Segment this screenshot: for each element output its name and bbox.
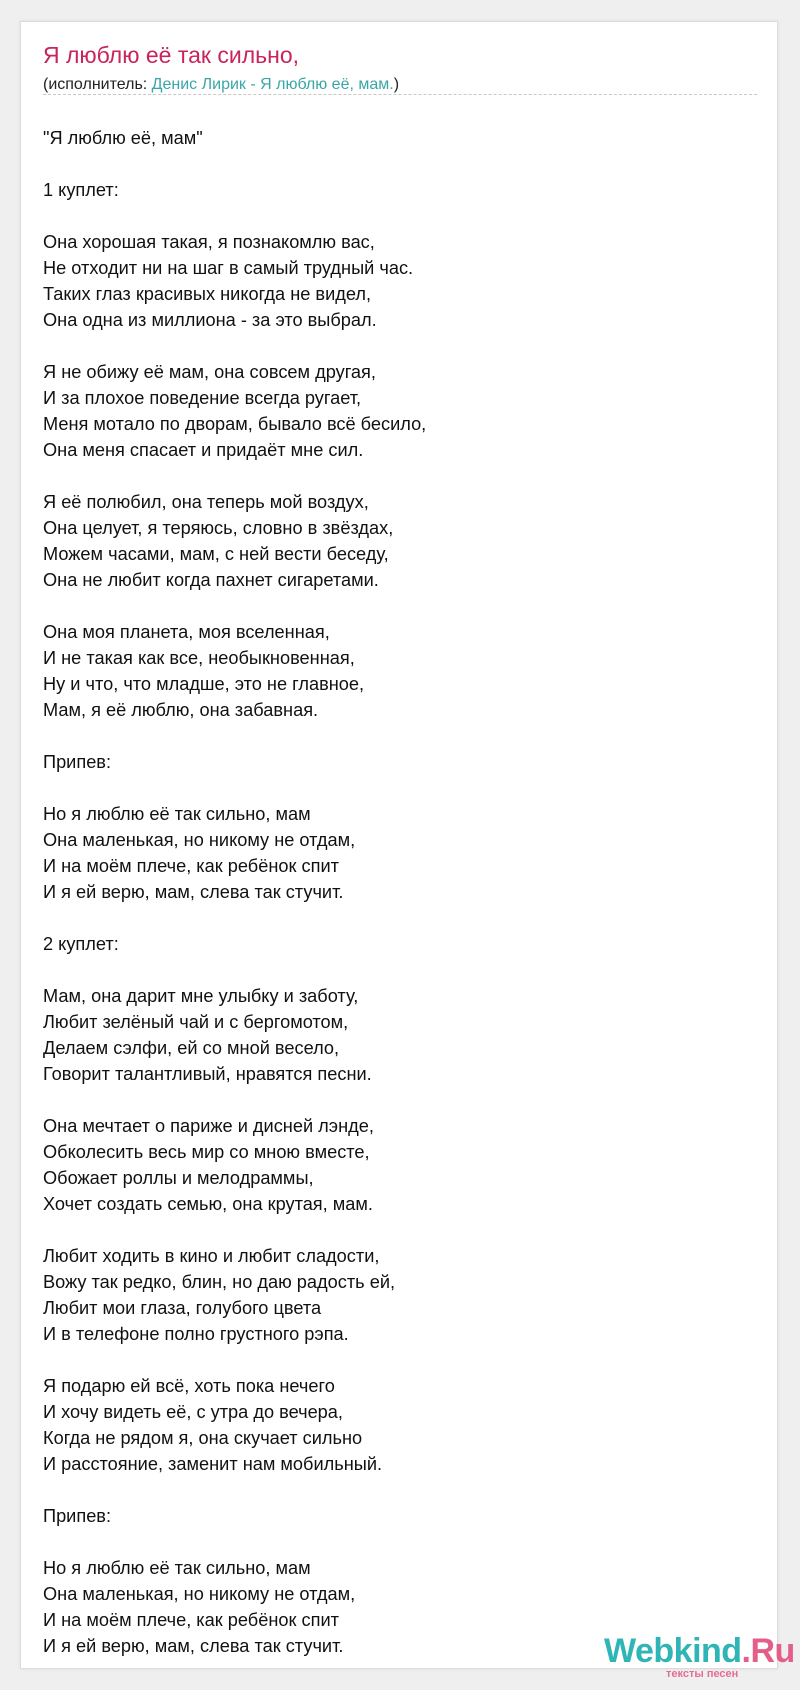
lyrics-line: Таких глаз красивых никогда не видел,: [43, 284, 372, 304]
lyrics-blank-line: [43, 203, 743, 229]
lyrics-line: Когда не рядом я, она скучает сильно: [43, 1428, 363, 1448]
lyrics-line: Она целует, я теряюсь, словно в звёздах,: [43, 518, 394, 538]
lyrics-line: Она одна из миллиона - за это выбрал.: [43, 310, 377, 330]
lyrics-line: 1 куплет:: [43, 180, 119, 200]
lyrics-line: Обколесить весь мир со мною вместе,: [43, 1142, 370, 1162]
lyrics-blank-line: [43, 1217, 743, 1243]
lyrics-line: Она моя планета, моя вселенная,: [43, 622, 330, 642]
lyrics-line: Она меня спасает и придаёт мне сил.: [43, 440, 364, 460]
lyrics-line: Мам, она дарит мне улыбку и заботу,: [43, 986, 359, 1006]
lyrics-blank-line: [43, 1529, 743, 1555]
performer-suffix: ): [393, 76, 400, 93]
lyrics-line: Припев:: [43, 1506, 112, 1526]
lyrics-line: Припев:: [43, 752, 112, 772]
lyrics-line: И я ей верю, мам, слева так стучит.: [43, 882, 344, 902]
logo-tld: .Ru: [741, 1632, 795, 1670]
lyrics-line: "Я люблю её, мам": [43, 128, 203, 148]
lyrics-blank-line: [43, 593, 743, 619]
lyrics-line: Любит ходить в кино и любит сладости,: [43, 1246, 380, 1266]
lyrics-blank-line: [43, 1347, 743, 1373]
lyrics-line: Делаем сэлфи, ей со мной весело,: [43, 1038, 340, 1058]
lyrics-line: Обожает роллы и мелодраммы,: [43, 1168, 314, 1188]
lyrics-line: Можем часами, мам, с ней вести беседу,: [43, 544, 389, 564]
lyrics-line: Любит зелёный чай и с бергомотом,: [43, 1012, 349, 1032]
lyrics-line: И не такая как все, необыкновенная,: [43, 648, 355, 668]
logo-wordmark: [604, 1634, 795, 1668]
lyrics-line: Не отходит ни на шаг в самый трудный час.: [43, 258, 414, 278]
lyrics-blank-line: [43, 775, 743, 801]
lyrics-blank-line: [43, 905, 743, 931]
lyrics-line: Говорит талантливый, нравятся песни.: [43, 1064, 372, 1084]
lyrics-line: Любит мои глаза, голубого цвета: [43, 1298, 322, 1318]
lyrics-blank-line: [43, 957, 743, 983]
lyrics-line: Меня мотало по дворам, бывало всё бесило,: [43, 414, 427, 434]
lyrics-line: Вожу так редко, блин, но даю радость ей,: [43, 1272, 396, 1292]
performer-line: [43, 75, 399, 94]
lyrics-blank-line: [43, 1087, 743, 1113]
lyrics-line: 2 куплет:: [43, 934, 119, 954]
lyrics-line: Она не любит когда пахнет сигаретами.: [43, 570, 379, 590]
performer-link[interactable]: Денис Лирик - Я люблю её, мам.: [151, 76, 394, 93]
lyrics-card: [20, 21, 795, 1680]
lyrics-line: Она маленькая, но никому не отдам,: [43, 830, 356, 850]
performer-prefix: (исполнитель:: [43, 76, 152, 93]
logo-tagline: тексты песен: [666, 1668, 739, 1680]
lyrics-blank-line: [43, 463, 743, 489]
lyrics-line: И в телефоне полно грустного рэпа.: [43, 1324, 349, 1344]
lyrics-blank-line: [43, 723, 743, 749]
header-divider: [43, 94, 757, 95]
lyrics-line: И на моём плече, как ребёнок спит: [43, 856, 339, 876]
lyrics-line: И расстояние, заменит нам мобильный.: [43, 1454, 383, 1474]
lyrics-line: И на моём плече, как ребёнок спит: [43, 1610, 339, 1630]
lyrics-line: И за плохое поведение всегда ругает,: [43, 388, 362, 408]
lyrics-line: Хочет создать семью, она крутая, мам.: [43, 1194, 373, 1214]
lyrics-line: Я подарю ей всё, хоть пока нечего: [43, 1376, 335, 1396]
lyrics-line: Она мечтает о париже и дисней лэнде,: [43, 1116, 374, 1136]
lyrics-line: И я ей верю, мам, слева так стучит.: [43, 1636, 344, 1656]
lyrics-line: Она хорошая такая, я познакомлю вас,: [43, 232, 375, 252]
lyrics-line: Она маленькая, но никому не отдам,: [43, 1584, 356, 1604]
logo-name: Webkind: [604, 1632, 742, 1670]
lyrics-blank-line: [43, 1477, 743, 1503]
lyrics-line: Но я люблю её так сильно, мам: [43, 804, 311, 824]
lyrics-line: Ну и что, что младше, это не главное,: [43, 674, 365, 694]
webkind-logo[interactable]: [604, 1634, 794, 1686]
page-title: Я люблю её так сильно,: [43, 42, 299, 68]
lyrics-line: Я не обижу её мам, она совсем другая,: [43, 362, 376, 382]
lyrics-blank-line: [43, 333, 743, 359]
lyrics-text: [43, 125, 743, 1659]
lyrics-line: Я её полюбил, она теперь мой воздух,: [43, 492, 369, 512]
lyrics-line: Но я люблю её так сильно, мам: [43, 1558, 311, 1578]
lyrics-line: И хочу видеть её, с утра до вечера,: [43, 1402, 343, 1422]
lyrics-blank-line: [43, 151, 743, 177]
lyrics-line: Мам, я её люблю, она забавная.: [43, 700, 319, 720]
